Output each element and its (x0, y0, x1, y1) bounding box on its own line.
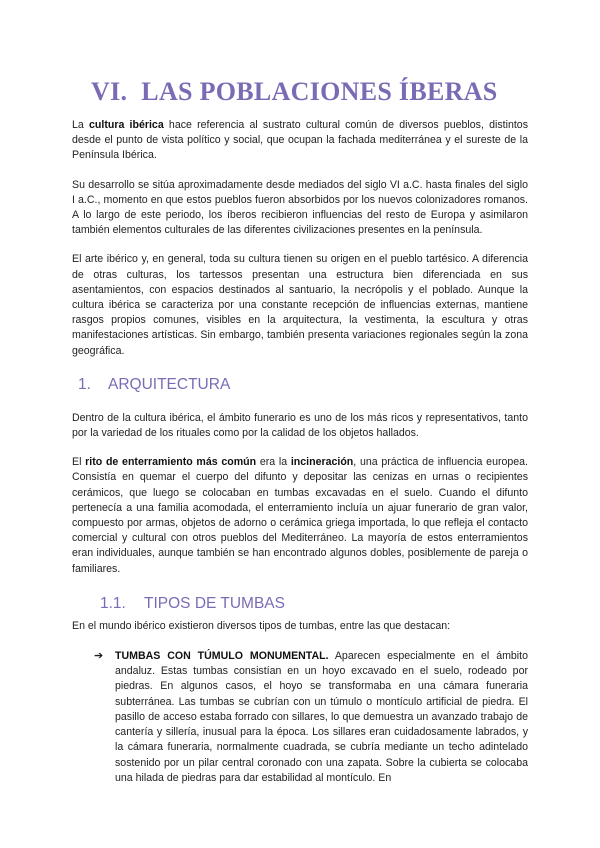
intro-paragraph-3: El arte ibérico y, en general, toda su cultura tienen su origen en el pueblo tartésico. A diferencia de otras culturas, los tartessos presentan una estructura bien diferenciada en sus asentamientos, con espacios destinados al santuario, la necrópolis y el poblado. Aunque la cultura ibérica se caracteriza por una constante recepción de influencias externas, mantiene rasgos propios comunes, visibles en la arquitectura, la vestimenta, la escultura y otras manifestaciones artísticas. Sin embargo, también presenta variaciones regionales según la zona geográfica. (72, 253, 528, 357)
intro-p1-text-start: La (72, 119, 90, 131)
section-title: ARQUITECTURA (108, 375, 231, 393)
arrow-right-icon: ➔ (94, 650, 104, 663)
s1p2-text-1: El (72, 456, 86, 469)
bullet-body: Aparecen especialmente en el ámbito andaluz. Estas tumbas consistían en un hoyo excavado en el suelo, rodeado por piedras. En algunos casos, el hoyo se transformaba en una cámara funeraria subterránea. Las tumbas se cubrían con un túmulo o montículo artificial de piedra. El pasillo de acceso estaba forrado con sillares, lo que demuestra un avanzado trabajo de cantería y sillería, inusual para la época. Los sillares eran cuidadosamente labrados, y la cámara funeraria, normalmente cuadrada, se cubría mediante un techo adintelado sostenido por un pilar central coronado con una zapata. Sobre la cubierta se colocaba una hilada de piedras para dar estabilidad al montículo. En (115, 650, 528, 784)
intro-paragraph-2: Su desarrollo se sitúa aproximadamente desde mediados del siglo VI a.C. hasta finales del siglo I a.C., momento en que estos pueblos fueron absorbidos por los nuevos colonizadores romanos. A lo largo de este periodo, los íberos recibieron influencias del resto de Europa y asimilaron también elementos culturales de las diferentes civilizaciones presentes en la península. (72, 178, 528, 237)
intro-p1-bold-term: cultura ibérica (89, 119, 164, 131)
bullet-text (115, 649, 528, 786)
bullet-bold-title: TUMBAS CON TÚMULO MONUMENTAL. (115, 650, 329, 663)
s1p2-bold-1: rito de enterramiento más común (85, 456, 257, 469)
subsection-heading-tipos-de-tumbas (100, 592, 528, 616)
chapter-title-text: LAS POBLACIONES ÍBERAS (141, 77, 498, 106)
section1-paragraph-2 (72, 455, 528, 577)
subsection-intro: En el mundo ibérico existieron diversos tipos de tumbas, entre las que destacan: (72, 619, 451, 632)
s1p2-text-2: era la (256, 456, 291, 469)
subsection-title: TIPOS DE TUMBAS (144, 594, 285, 612)
section-heading-arquitectura (78, 373, 528, 397)
chapter-title (91, 72, 528, 112)
chapter-number: VI. (91, 77, 128, 106)
section1-paragraph-1: Dentro de la cultura ibérica, el ámbito funerario es uno de los más ricos y representativos, tanto por la variedad de los rituales como por la calidad de los objetos hallados. (72, 411, 528, 440)
s1p2-text-3: , una práctica de influencia europea. Consistía en quemar el cuerpo del difunto y depositar las cenizas en urnas o recipientes cerámicos, que luego se colocaban en tumbas excavadas en el suelo. Cuando el difunto pertenecía a una familia acomodada, el enterramiento incluía un ajuar funerario de gran valor, compuesto por armas, objetos de adorno o cerámica griega importada, lo que refleja el contacto comercial y cultural con otros pueblos del Mediterráneo. La mayoría de estos enterramientos eran individuales, aunque también se han encontrado algunos dobles, posiblemente de pareja o familiares. (72, 456, 529, 575)
intro-p1-text-end: hace referencia al sustrato cultural común de diversos pueblos, distintos desde el punto de vista político y social, que ocupan la fachada mediterránea y el sureste de la Península Ibérica. (72, 119, 529, 162)
s1p2-bold-2: incineración (290, 456, 354, 469)
intro-paragraph-1 (72, 118, 528, 164)
bullet-item-tumulo-monumental (94, 649, 528, 786)
subsection-number: 1.1. (100, 594, 126, 612)
section-number: 1. (78, 375, 91, 393)
